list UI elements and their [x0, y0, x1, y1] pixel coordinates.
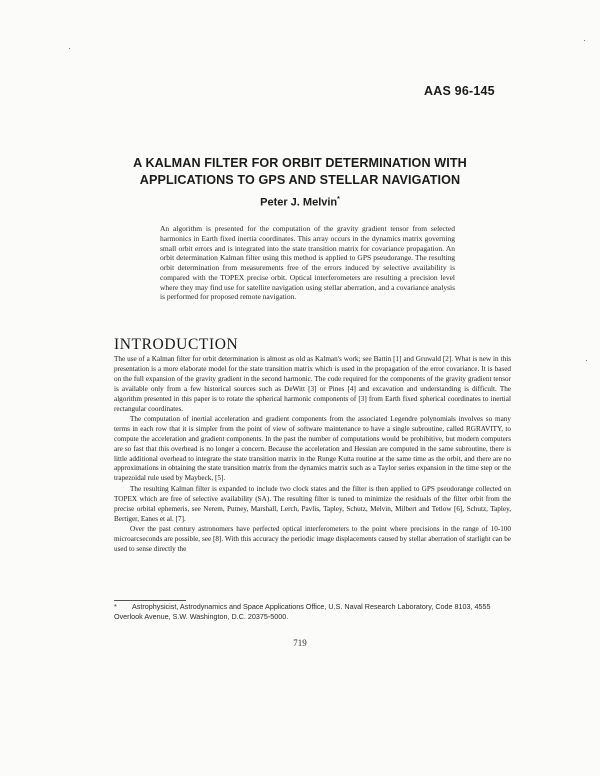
page-number: 719: [293, 638, 307, 648]
abstract: An algorithm is presented for the computation of the gravity gradient tensor from selected harmonics in Earth fixed inertia coordinates. This array occurs in the dynamics matrix governing small orbit errors and is integrated into the state transition matrix for covariance propagation. An orbit determination Kalman filter using this method is applied to GPS pseudorange. The resulting orbit determination from measurements free of the errors induced by selective availability is compared with the TOPEX precise orbit. Optical interferometers are resulting a precision level where they may find use for satellite navigation using stellar aberration, and a covariance analysis is performed for proposed remote navigation.: [160, 224, 455, 302]
body-text: [114, 355, 511, 555]
paper-id: AAS 96-145: [424, 84, 495, 98]
footnote: [114, 602, 511, 621]
paragraph: The use of a Kalman filter for orbit determination is almost as old as Kalman's work; see Battin [1] and Gruwald [2]. What is new in this presentation is a more elaborate model for the state transition matrix which is used in the propagation of the error covariance. It is based on the full expansion of the gravity gradient in the second harmonic. The code required for the components of the gravity gradient tensor is available only from a few historical sources such as DeWitt [3] or Pines [4] and excavation and understanding is difficult. The algorithm presented in this paper is to rotate the spherical harmonic components of [3] from Earth fixed spherical coordinates to inertial rectangular coordinates.: [114, 355, 511, 413]
author-line: [0, 196, 600, 209]
footnote-divider: [114, 600, 186, 601]
scan-speck: [69, 48, 70, 49]
scan-speck: [584, 40, 585, 41]
section-heading: INTRODUCTION: [114, 336, 239, 353]
paragraph: The computation of inertial acceleration and gradient components from the associated Legendre polynomials involves so many terms in each row that it is simpler from the point of view of software maintenance to have a single subroutine, called RGRAVITY, to compute the acceleration and gradient components. In the past the number of computations would be prohibitive, but modern computers are so fast that this overhead is no longer a concern. Because the acceleration and Hessian are computed in the same subroutine, there is little additional overhead to integrate the state transition matrix in the Runge Kutta routine at the same time as the orbit, and there are no approximations in obtaining the state transition matrix from the dynamics matrix such as a Taylor series expansion in the time step or the trapezoidal rule used by Maybeck, [5].: [114, 414, 511, 483]
paper-title: [0, 155, 600, 189]
scan-speck: [586, 360, 587, 361]
title-line-2: APPLICATIONS TO GPS AND STELLAR NAVIGATION: [139, 173, 461, 187]
author-footnote-mark: *: [337, 196, 340, 203]
author-name: Peter J. Melvin: [260, 196, 338, 209]
footnote-mark: *: [114, 602, 117, 611]
title-line-1: A KALMAN FILTER FOR ORBIT DETERMINATION WITH: [133, 156, 467, 170]
paragraph: Over the past century astronomers have perfected optical interferometers to the point where precisions in the range of 10-100 microarcseconds are possible, see [8]. With this accuracy the periodic image displacements caused by stellar aberration of starlight can be used to sense directly the: [114, 524, 511, 553]
footnote-text: Astrophysicist, Astrodynamics and Space Applications Office, U.S. Naval Research Laboratory, Code 8103, 4555 Overlook Avenue, S.W. Washington, D.C. 20375-5000.: [114, 602, 491, 621]
paragraph: The resulting Kalman filter is expanded to include two clock states and the filter is then applied to GPS pseudorange collected on TOPEX which are free of selective availability (SA). The resulting filter is tuned to minimize the residuals of the filter orbit from the precise orbital ephemeris, see Nerem, Putney, Marshall, Lerch, Pavlis, Tapley, Schutz, Melvin, Milbert and Tetlow [6], Schutz, Tapley, Bertiger, Eanes et al. [7].: [114, 484, 511, 523]
